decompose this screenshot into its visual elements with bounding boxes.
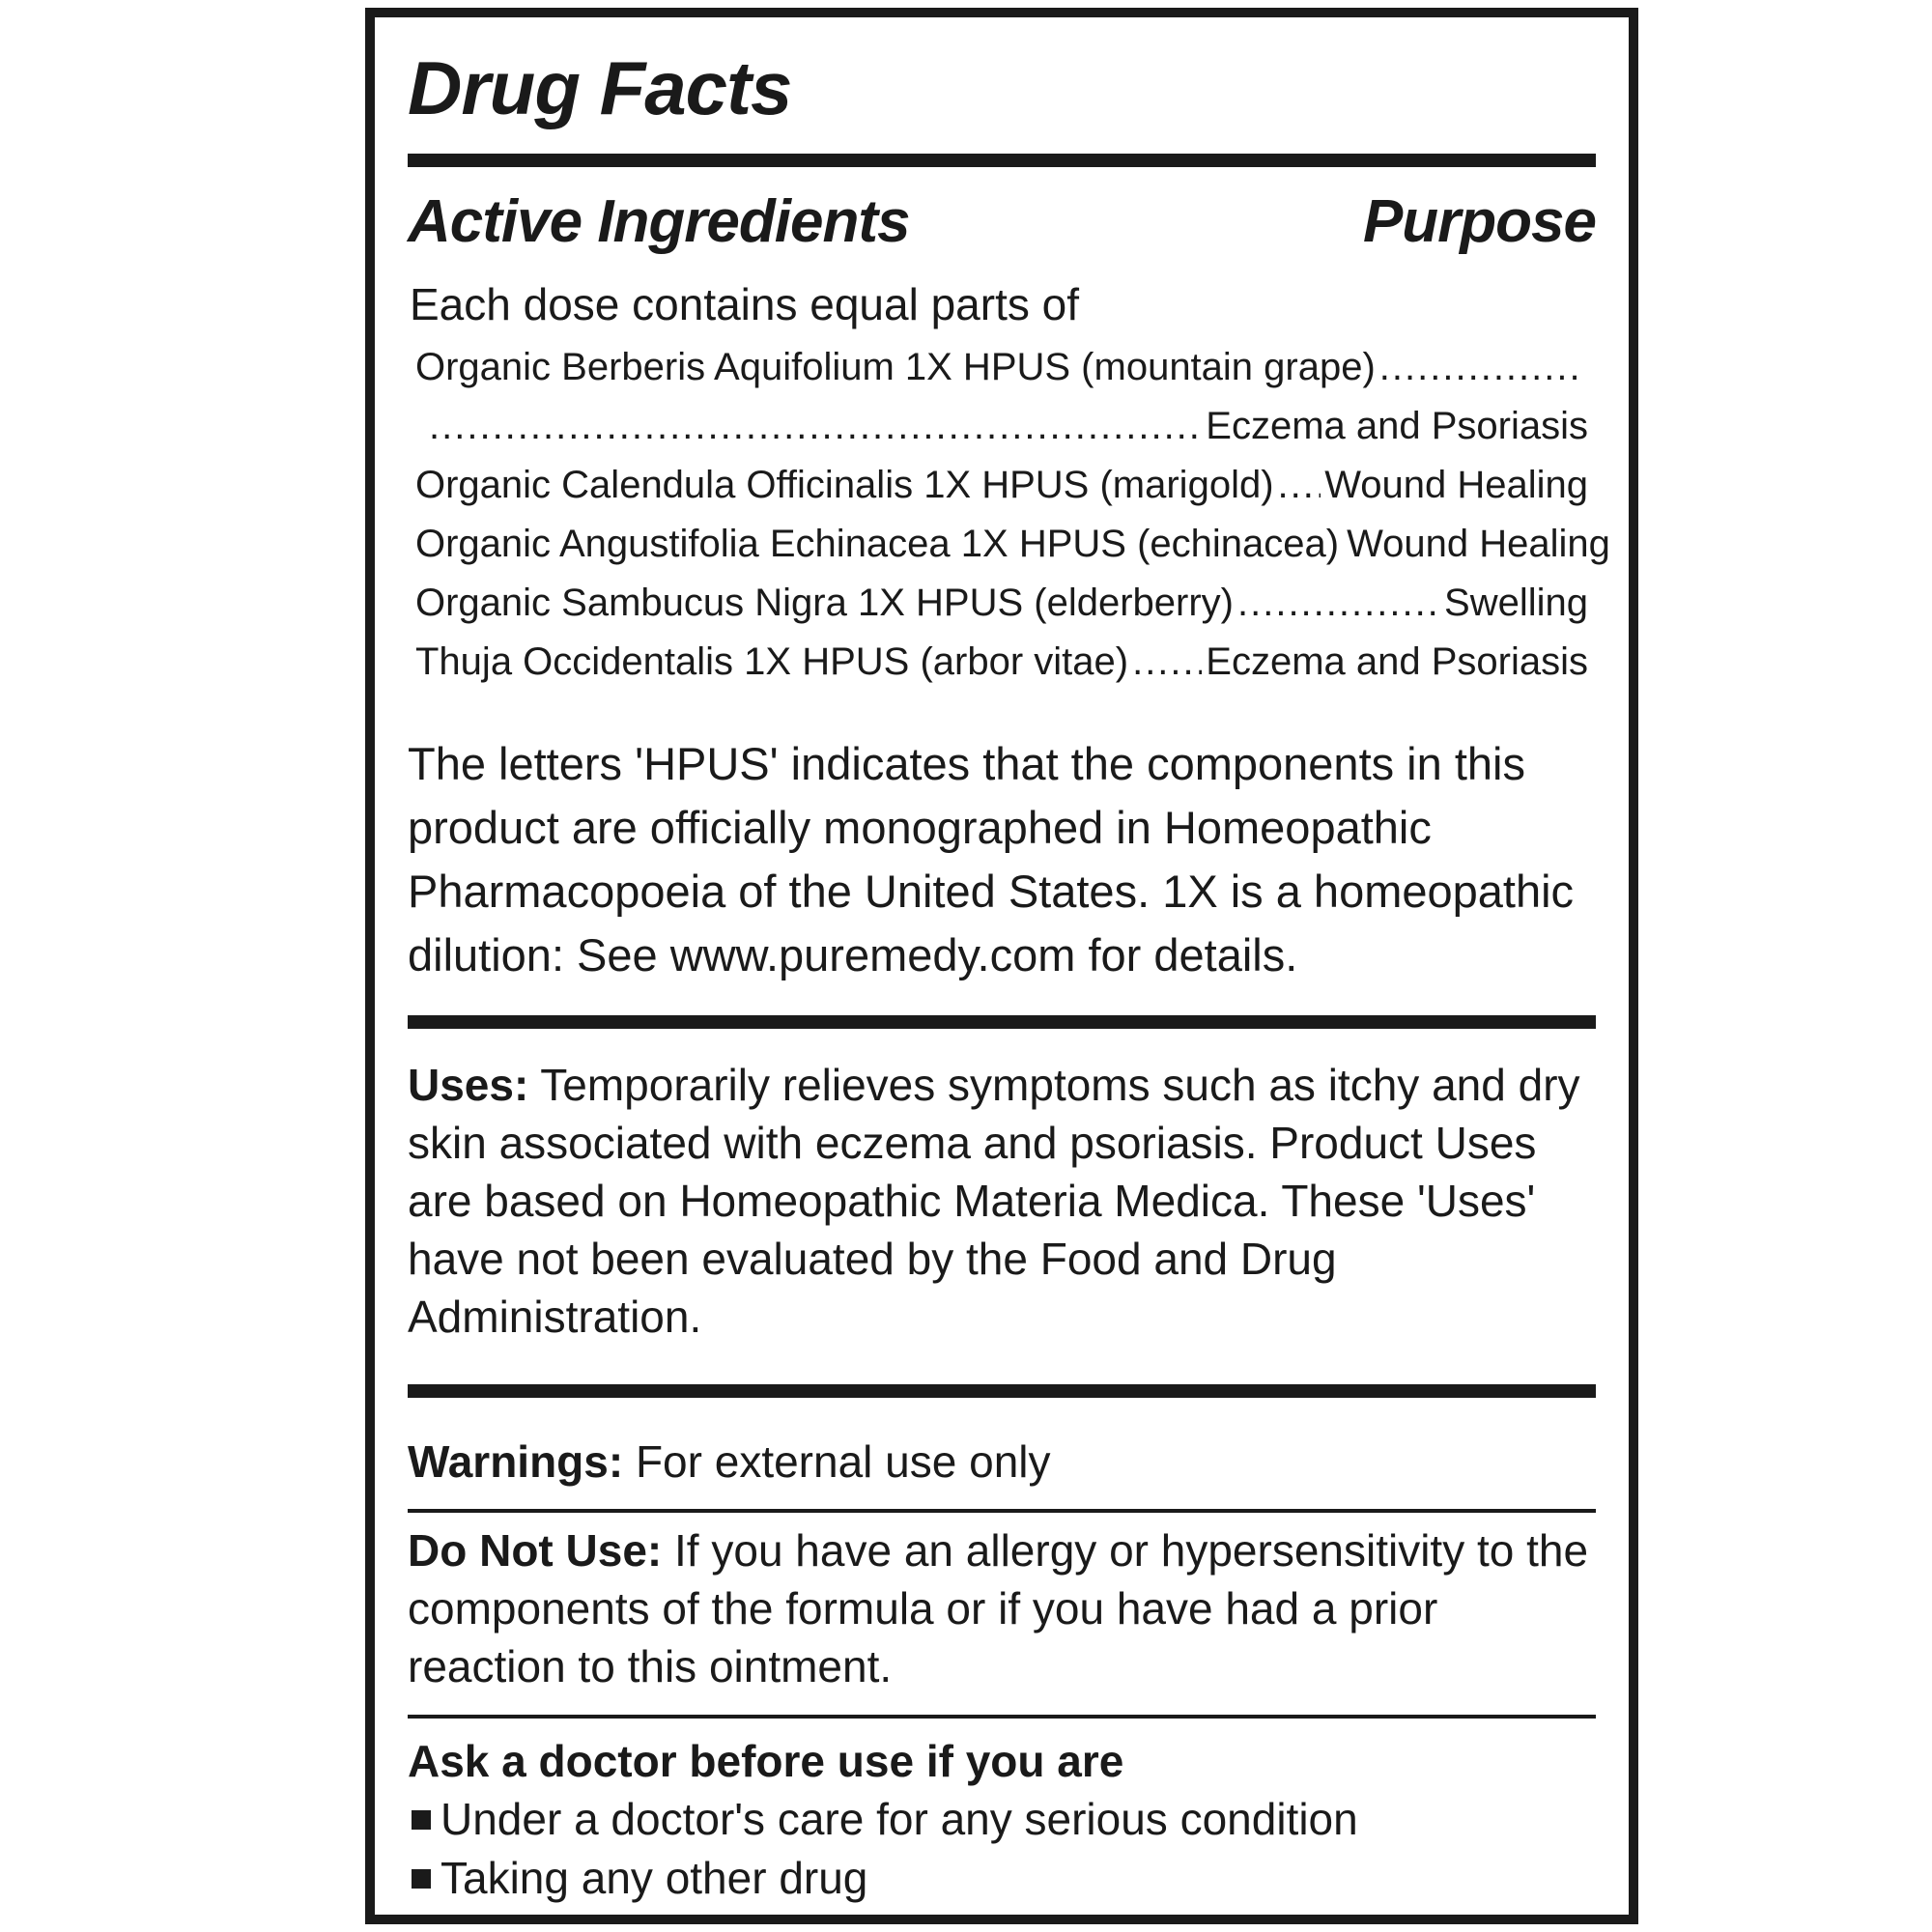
section-divider: [408, 1384, 1596, 1398]
ingredient-row: [415, 346, 1588, 405]
warnings-text: For external use only: [623, 1436, 1051, 1487]
uses-section: [408, 1056, 1596, 1346]
uses-label: Uses:: [408, 1060, 529, 1110]
ingredient-row-continued: [415, 405, 1588, 464]
bullet-square-icon: [412, 1810, 431, 1830]
ingredient-purpose: Eczema and Psoriasis: [1206, 405, 1588, 447]
dot-leader: [1278, 464, 1321, 507]
do-not-use-text: If you have an allergy or hypersensitivity to the components of the formula or if you have had a prior reaction to this ointment.: [408, 1525, 1589, 1691]
active-ingredients-header: [408, 187, 1596, 256]
warnings-label: Warnings:: [408, 1436, 624, 1487]
do-not-use-label: Do Not Use:: [408, 1525, 663, 1576]
purpose-heading: Purpose: [1362, 188, 1596, 255]
bullet-square-icon: [412, 1869, 431, 1889]
drug-facts-title: Drug Facts: [408, 45, 792, 130]
ingredient-purpose: Wound Healing: [1324, 464, 1588, 506]
ask-doctor-heading: Ask a doctor before use if you are: [408, 1736, 1124, 1786]
dose-intro: Each dose contains equal parts of: [410, 279, 1080, 329]
ingredient-row: [415, 523, 1610, 582]
subsection-divider: [408, 1715, 1596, 1719]
active-ingredients-heading: Active Ingredients: [408, 188, 910, 255]
warnings-section: [408, 1433, 1596, 1491]
ingredient-row: [415, 464, 1588, 523]
ingredient-row: [415, 640, 1588, 699]
dot-leader: [1237, 582, 1440, 625]
ask-doctor-list: [412, 1790, 1596, 1908]
ingredient-purpose: Swelling: [1444, 582, 1588, 624]
ingredient-purpose: Wound Healing: [1347, 523, 1610, 565]
list-item: [412, 1790, 1596, 1849]
ingredient-name: Organic Sambucus Nigra 1X HPUS (elderberry): [415, 582, 1234, 624]
drug-facts-panel: [365, 8, 1638, 1924]
section-divider: [408, 1015, 1596, 1029]
ingredient-name: Organic Berberis Aquifolium 1X HPUS (mountain grape): [415, 346, 1376, 388]
title-divider: [408, 154, 1596, 167]
list-item-text: Taking any other drug: [440, 1853, 868, 1903]
drug-facts-content: [408, 17, 1610, 1915]
subsection-divider: [408, 1509, 1596, 1513]
dot-leader: [1132, 640, 1202, 684]
ingredient-purpose: Eczema and Psoriasis: [1206, 640, 1588, 683]
list-item-text: Under a doctor's care for any serious condition: [440, 1794, 1358, 1844]
uses-text: Temporarily relieves symptoms such as itchy and dry skin associated with eczema and psoriasis. Product Uses are based on Homeopathic Materia Medica. These 'Uses' have not been evaluated by the Food and Drug Administration.: [408, 1060, 1580, 1342]
dot-leader: [429, 405, 1202, 448]
dot-leader: [1379, 346, 1584, 389]
ingredient-name: Organic Calendula Officinalis 1X HPUS (marigold): [415, 464, 1274, 506]
ingredient-name: Organic Angustifolia Echinacea 1X HPUS (echinacea): [415, 523, 1340, 565]
ingredient-list: [415, 346, 1610, 699]
list-item: [412, 1849, 1596, 1908]
hpus-note: The letters 'HPUS' indicates that the components in this product are officially monographed in Homeopathic Pharmacopoeia of the United States. 1X is a homeopathic dilution: See www.puremedy.com for details.: [408, 738, 1575, 980]
ingredient-row: [415, 582, 1588, 640]
ingredient-name: Thuja Occidentalis 1X HPUS (arbor vitae): [415, 640, 1129, 683]
do-not-use-section: [408, 1521, 1596, 1695]
